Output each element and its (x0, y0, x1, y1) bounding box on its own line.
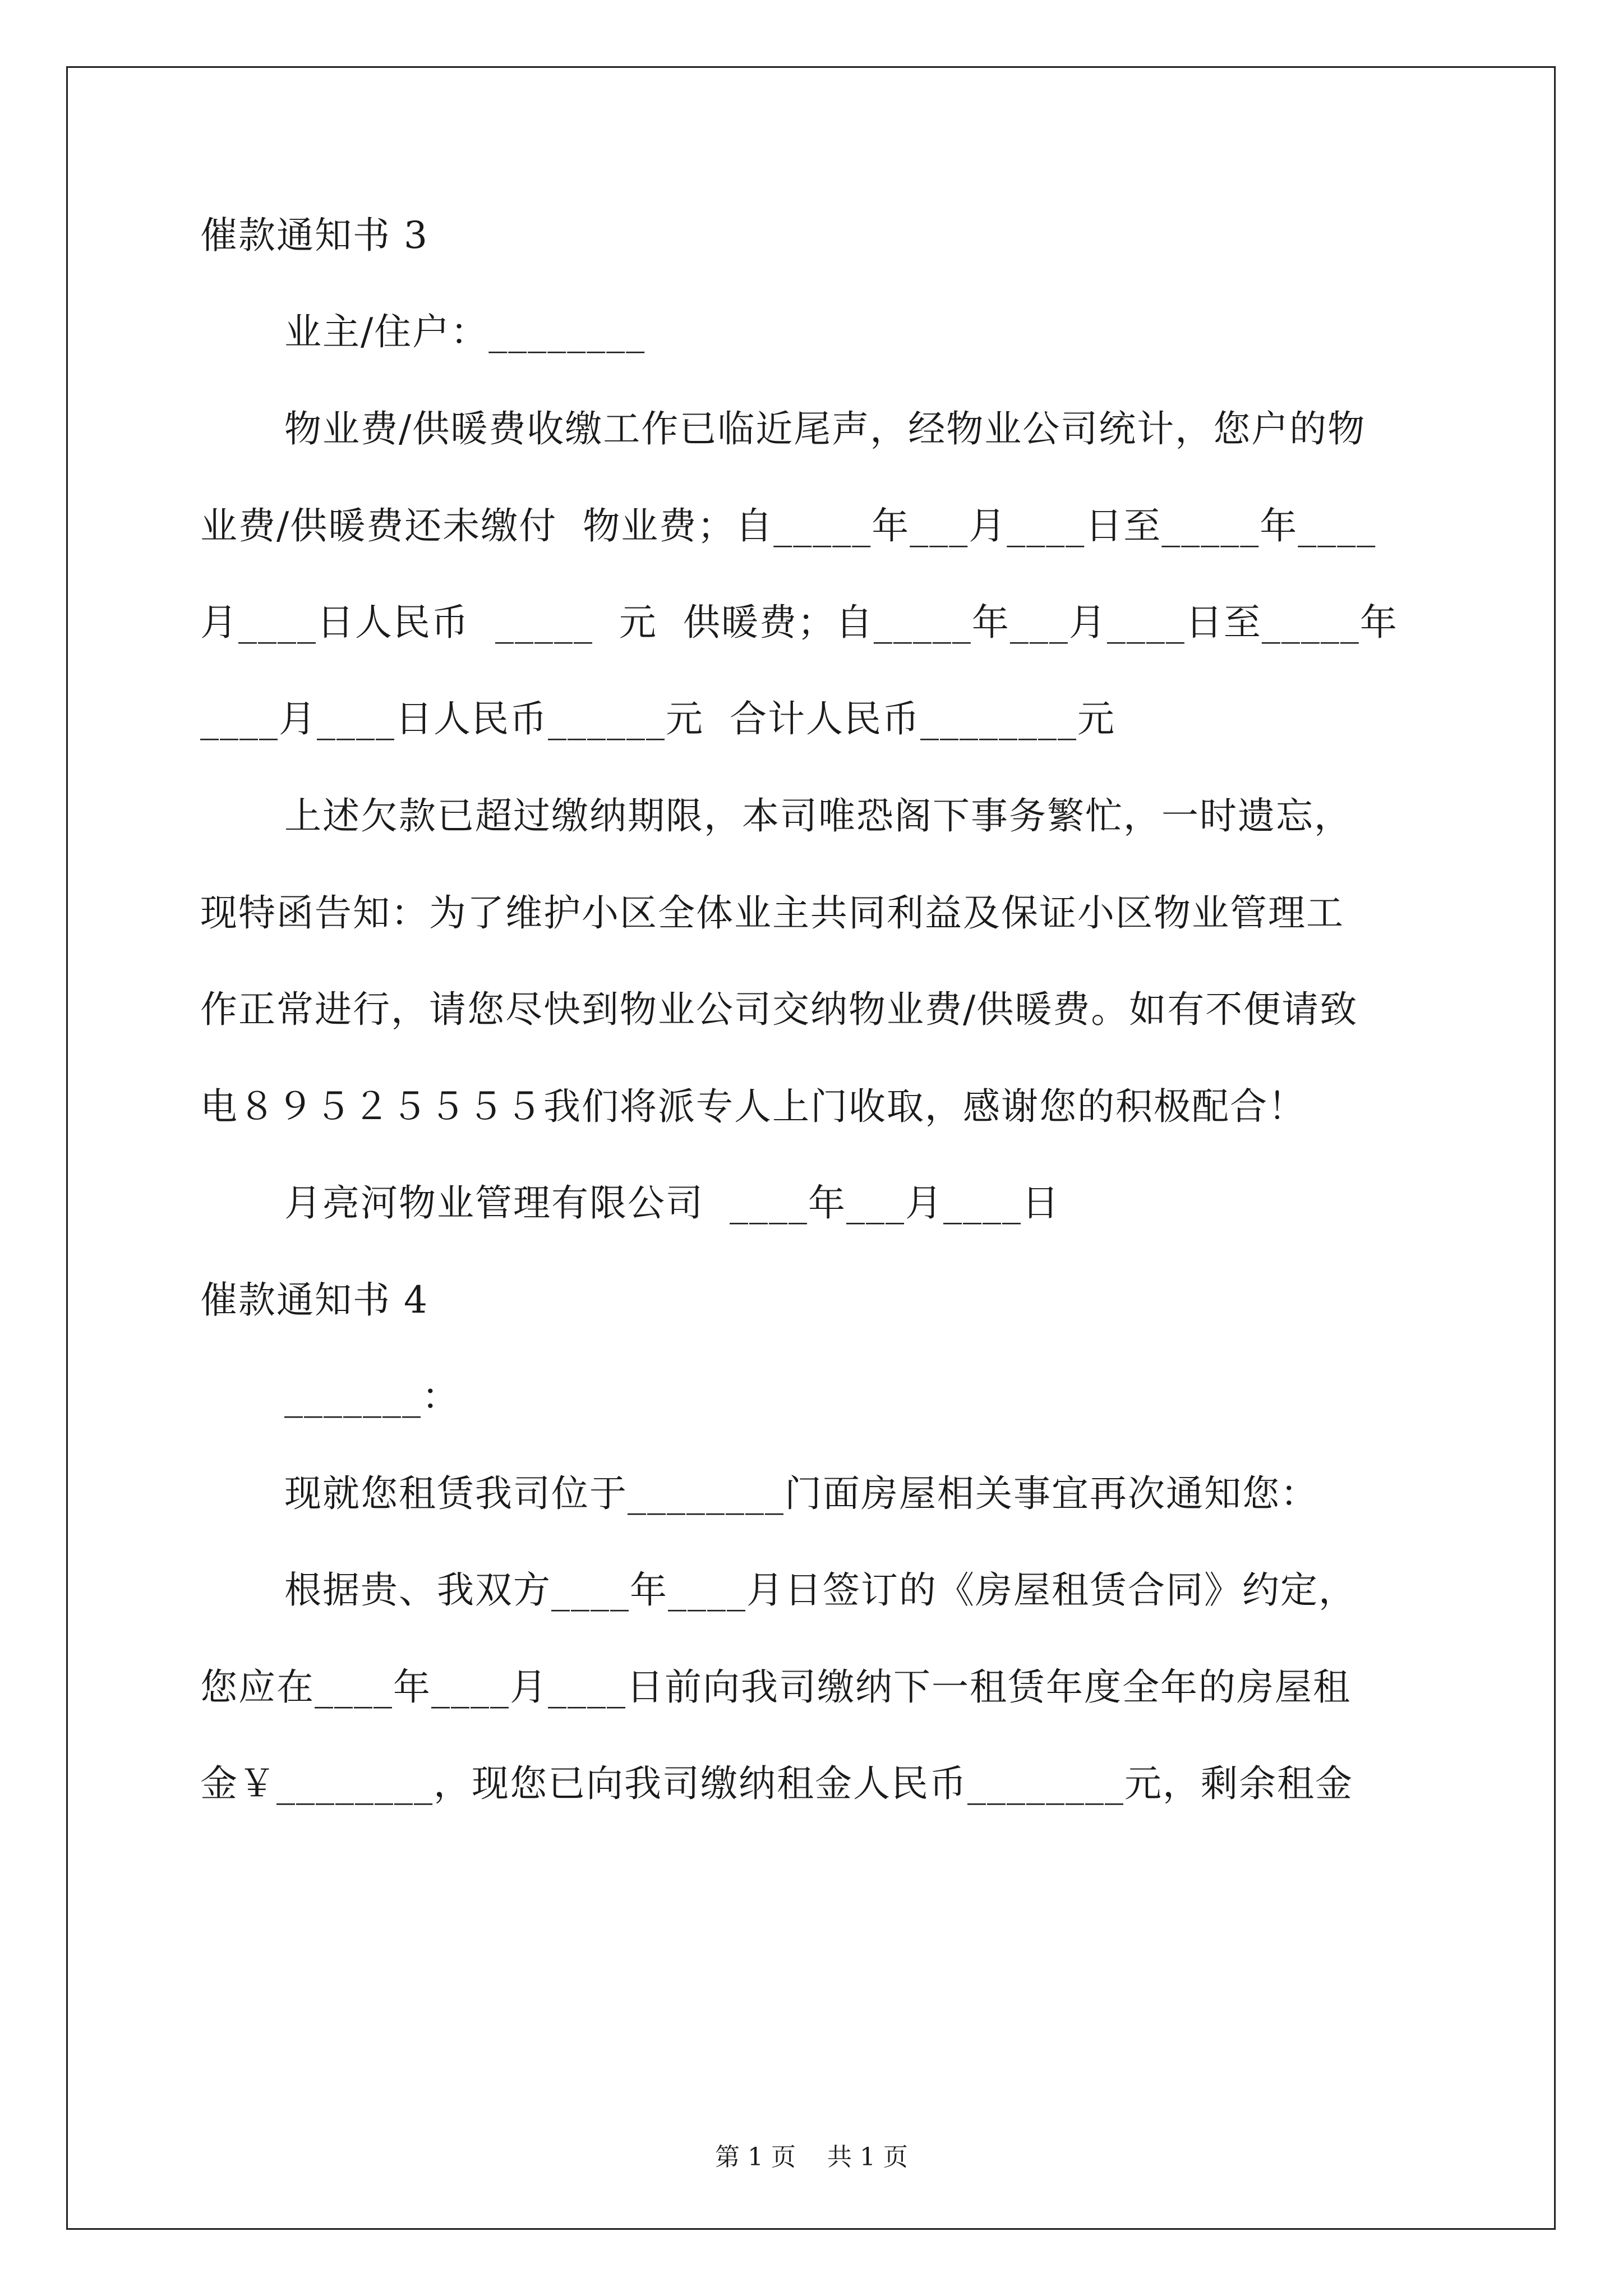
notice4-paragraph2-line3: 金￥________，现您已向我司缴纳租金人民币________元，剩余租金 (200, 1762, 1353, 1805)
notice4-salutation: _______： (284, 1375, 460, 1418)
notice3-salutation: 业主/住户：________ (284, 310, 646, 353)
notice3-paragraph2-line1: 上述欠款已超过缴纳期限，本司唯恐阁下事务繁忙，一时遗忘， (284, 794, 1352, 838)
page-footer: 第 1 页 共 1 页 (715, 2143, 908, 2171)
notice3-paragraph2-line3: 作正常进行，请您尽快到物业公司交纳物业费/供暖费。如有不便请致 (200, 988, 1358, 1031)
notice4-paragraph2-line2: 您应在____年____月____日前向我司缴纳下一租赁年度全年的房屋租 (200, 1665, 1351, 1709)
notice3-title: 催款通知书 3 (200, 214, 428, 257)
notice3-paragraph2-line2: 现特函告知：为了维护小区全体业主共同利益及保证小区物业管理工 (200, 891, 1344, 935)
notice4-title: 催款通知书 4 (200, 1278, 428, 1322)
notice3-signature: 月亮河物业管理有限公司 ____年___月____日 (284, 1181, 1060, 1225)
notice4-paragraph2-line1: 根据贵、我双方____年____月日签订的《房屋租赁合同》约定， (284, 1568, 1357, 1612)
notice3-paragraph2-line4: 电８９５２５５５５我们将派专人上门收取，感谢您的积极配合！ (200, 1085, 1306, 1128)
page-border (66, 66, 1556, 2230)
notice3-paragraph1-line3: 月____日人民币 _____ 元 供暖费；自_____年___月____日至_____年 (200, 601, 1398, 644)
notice3-paragraph1-line4: ____月____日人民币______元 合计人民币________元 (200, 697, 1115, 740)
notice4-paragraph1: 现就您租赁我司位于________门面房屋相关事宜再次通知您： (284, 1472, 1318, 1515)
notice3-paragraph1-line2: 业费/供暖费还未缴付 物业费；自_____年___月____日至_____年____ (200, 504, 1377, 547)
notice3-paragraph1-line1: 物业费/供暖费收缴工作已临近尾声，经物业公司统计，您户的物 (284, 407, 1366, 450)
